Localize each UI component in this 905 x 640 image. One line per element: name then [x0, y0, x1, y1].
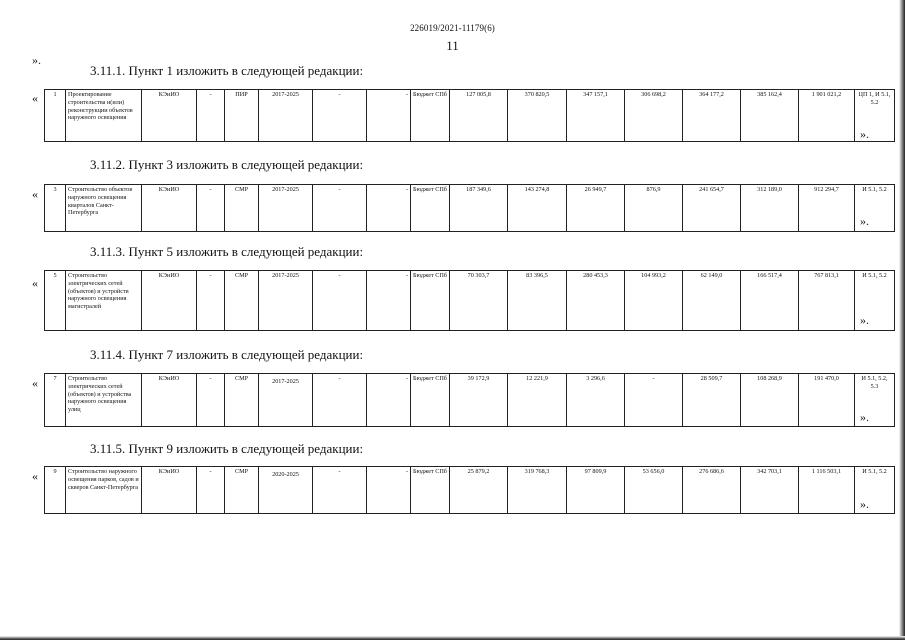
row-value-5: 241 654,7 — [683, 185, 741, 232]
row-value-1: 187 349,6 — [450, 185, 508, 232]
row-value-3: 3 296,6 — [567, 374, 625, 427]
row-col7: - — [313, 374, 367, 427]
row-number: 5 — [45, 271, 66, 331]
scan-edge-bottom — [0, 636, 905, 640]
row-col7: - — [313, 271, 367, 331]
table-row-section-3 — [44, 270, 895, 331]
row-executor: КЭиИО — [142, 271, 197, 331]
row-ref: ЦП 1, И 5.1, 5.2 — [855, 90, 895, 142]
row-work-type: ПИР — [225, 90, 259, 142]
open-quote-2: « — [32, 187, 38, 201]
row-value-4: 53 656,0 — [625, 467, 683, 514]
section-heading-3: 3.11.3. Пункт 5 изложить в следующей редакции: — [90, 244, 364, 259]
row-years: 2017-2025 — [259, 185, 313, 232]
row-total: 1 116 503,1 — [799, 467, 855, 514]
row-value-4: 306 698,2 — [625, 90, 683, 142]
row-value-2: 370 820,5 — [508, 90, 567, 142]
row-col4: - — [197, 374, 225, 427]
row-ref: И 5.1, 5.2, 5.3 — [855, 374, 895, 427]
row-value-6: 312 189,0 — [741, 185, 799, 232]
row-value-6: 166 517,4 — [741, 271, 799, 331]
row-col7: - — [313, 467, 367, 514]
row-source: Бюджет СПб — [411, 271, 450, 331]
row-total: 912 294,7 — [799, 185, 855, 232]
row-col7: - — [313, 185, 367, 232]
table-row-section-2 — [44, 184, 895, 232]
row-name: Строительство объектов наружного освещения кварталов Санкт-Петербурга — [66, 185, 142, 232]
close-quote-3: ». — [860, 313, 869, 327]
row-work-type: СМР — [225, 271, 259, 331]
document-id: 226019/2021-11179(6) — [410, 23, 495, 33]
row-executor: КЭиИО — [142, 374, 197, 427]
row-value-3: 26 949,7 — [567, 185, 625, 232]
open-quote-3: « — [32, 276, 38, 290]
row-col8: - — [367, 271, 411, 331]
scan-edge-right — [899, 0, 905, 640]
row-value-5: 62 149,0 — [683, 271, 741, 331]
close-quote-1: ». — [860, 127, 869, 141]
row-value-5: 276 686,6 — [683, 467, 741, 514]
row-years: 2020-2025 — [259, 467, 313, 514]
row-value-4: 876,9 — [625, 185, 683, 232]
row-value-5: 364 177,2 — [683, 90, 741, 142]
section-heading-4: 3.11.4. Пункт 7 изложить в следующей редакции: — [90, 347, 364, 362]
row-value-6: 108 268,9 — [741, 374, 799, 427]
row-source: Бюджет СПб — [411, 185, 450, 232]
row-col4: - — [197, 271, 225, 331]
row-col8: - — [367, 467, 411, 514]
row-col8: - — [367, 185, 411, 232]
row-value-3: 280 453,3 — [567, 271, 625, 331]
row-value-1: 70 303,7 — [450, 271, 508, 331]
row-value-4: 104 993,2 — [625, 271, 683, 331]
row-work-type: СМР — [225, 185, 259, 232]
close-quote-4: ». — [860, 410, 869, 424]
section-heading-5: 3.11.5. Пункт 9 изложить в следующей редакции: — [90, 441, 364, 456]
row-executor: КЭиИО — [142, 467, 197, 514]
row-ref: И 5.1, 5.2 — [855, 271, 895, 331]
row-value-6: 342 703,1 — [741, 467, 799, 514]
row-value-2: 12 221,9 — [508, 374, 567, 427]
row-value-5: 28 509,7 — [683, 374, 741, 427]
row-value-4: - — [625, 374, 683, 427]
row-value-3: 97 809,9 — [567, 467, 625, 514]
open-quote-5: « — [32, 469, 38, 483]
row-ref: И 5.1, 5.2 — [855, 185, 895, 232]
row-number: 3 — [45, 185, 66, 232]
row-name: Строительство электрических сетей (объектов) и устройства наружного освещения улиц — [66, 374, 142, 427]
row-source: Бюджет СПб — [411, 90, 450, 142]
row-col8: - — [367, 90, 411, 142]
row-name: Строительство электрических сетей (объектов) и устройств наружного освещения магистралей — [66, 271, 142, 331]
row-value-3: 347 157,1 — [567, 90, 625, 142]
row-source: Бюджет СПб — [411, 374, 450, 427]
row-total: 1 901 021,2 — [799, 90, 855, 142]
row-total: 767 813,1 — [799, 271, 855, 331]
row-name: Проектирование строительства и(или) реконструкции объектов наружного освещения — [66, 90, 142, 142]
table-row-section-5 — [44, 466, 895, 514]
section-heading-1: 3.11.1. Пункт 1 изложить в следующей редакции: — [90, 63, 364, 78]
row-value-2: 143 274,8 — [508, 185, 567, 232]
row-name: Строительство наружного освещения парков, садов и скверов Санкт-Петербурга — [66, 467, 142, 514]
row-col7: - — [313, 90, 367, 142]
top-close-quote: ». — [32, 53, 41, 67]
row-total: 191 470,0 — [799, 374, 855, 427]
row-executor: КЭиИО — [142, 185, 197, 232]
table-row-section-1 — [44, 89, 895, 142]
row-number: 1 — [45, 90, 66, 142]
close-quote-5: ». — [860, 497, 869, 511]
row-number: 9 — [45, 467, 66, 514]
open-quote-1: « — [32, 91, 38, 105]
row-col4: - — [197, 90, 225, 142]
section-heading-2: 3.11.2. Пункт 3 изложить в следующей редакции: — [90, 157, 364, 172]
table-row-section-4 — [44, 373, 895, 427]
page-number: 11 — [446, 38, 459, 53]
row-col4: - — [197, 185, 225, 232]
row-value-1: 25 879,2 — [450, 467, 508, 514]
row-work-type: СМР — [225, 467, 259, 514]
row-col8: - — [367, 374, 411, 427]
row-value-1: 39 172,9 — [450, 374, 508, 427]
row-years: 2017-2025 — [259, 90, 313, 142]
row-value-1: 127 005,8 — [450, 90, 508, 142]
row-col4: - — [197, 467, 225, 514]
row-years: 2017-2025 — [259, 374, 313, 427]
row-ref: И 5.1, 5.2 — [855, 467, 895, 514]
row-executor: КЭиИО — [142, 90, 197, 142]
row-work-type: СМР — [225, 374, 259, 427]
row-number: 7 — [45, 374, 66, 427]
row-value-2: 83 396,5 — [508, 271, 567, 331]
close-quote-2: ». — [860, 214, 869, 228]
row-years: 2017-2025 — [259, 271, 313, 331]
row-value-6: 385 162,4 — [741, 90, 799, 142]
open-quote-4: « — [32, 376, 38, 390]
row-value-2: 319 768,3 — [508, 467, 567, 514]
row-source: Бюджет СПб — [411, 467, 450, 514]
